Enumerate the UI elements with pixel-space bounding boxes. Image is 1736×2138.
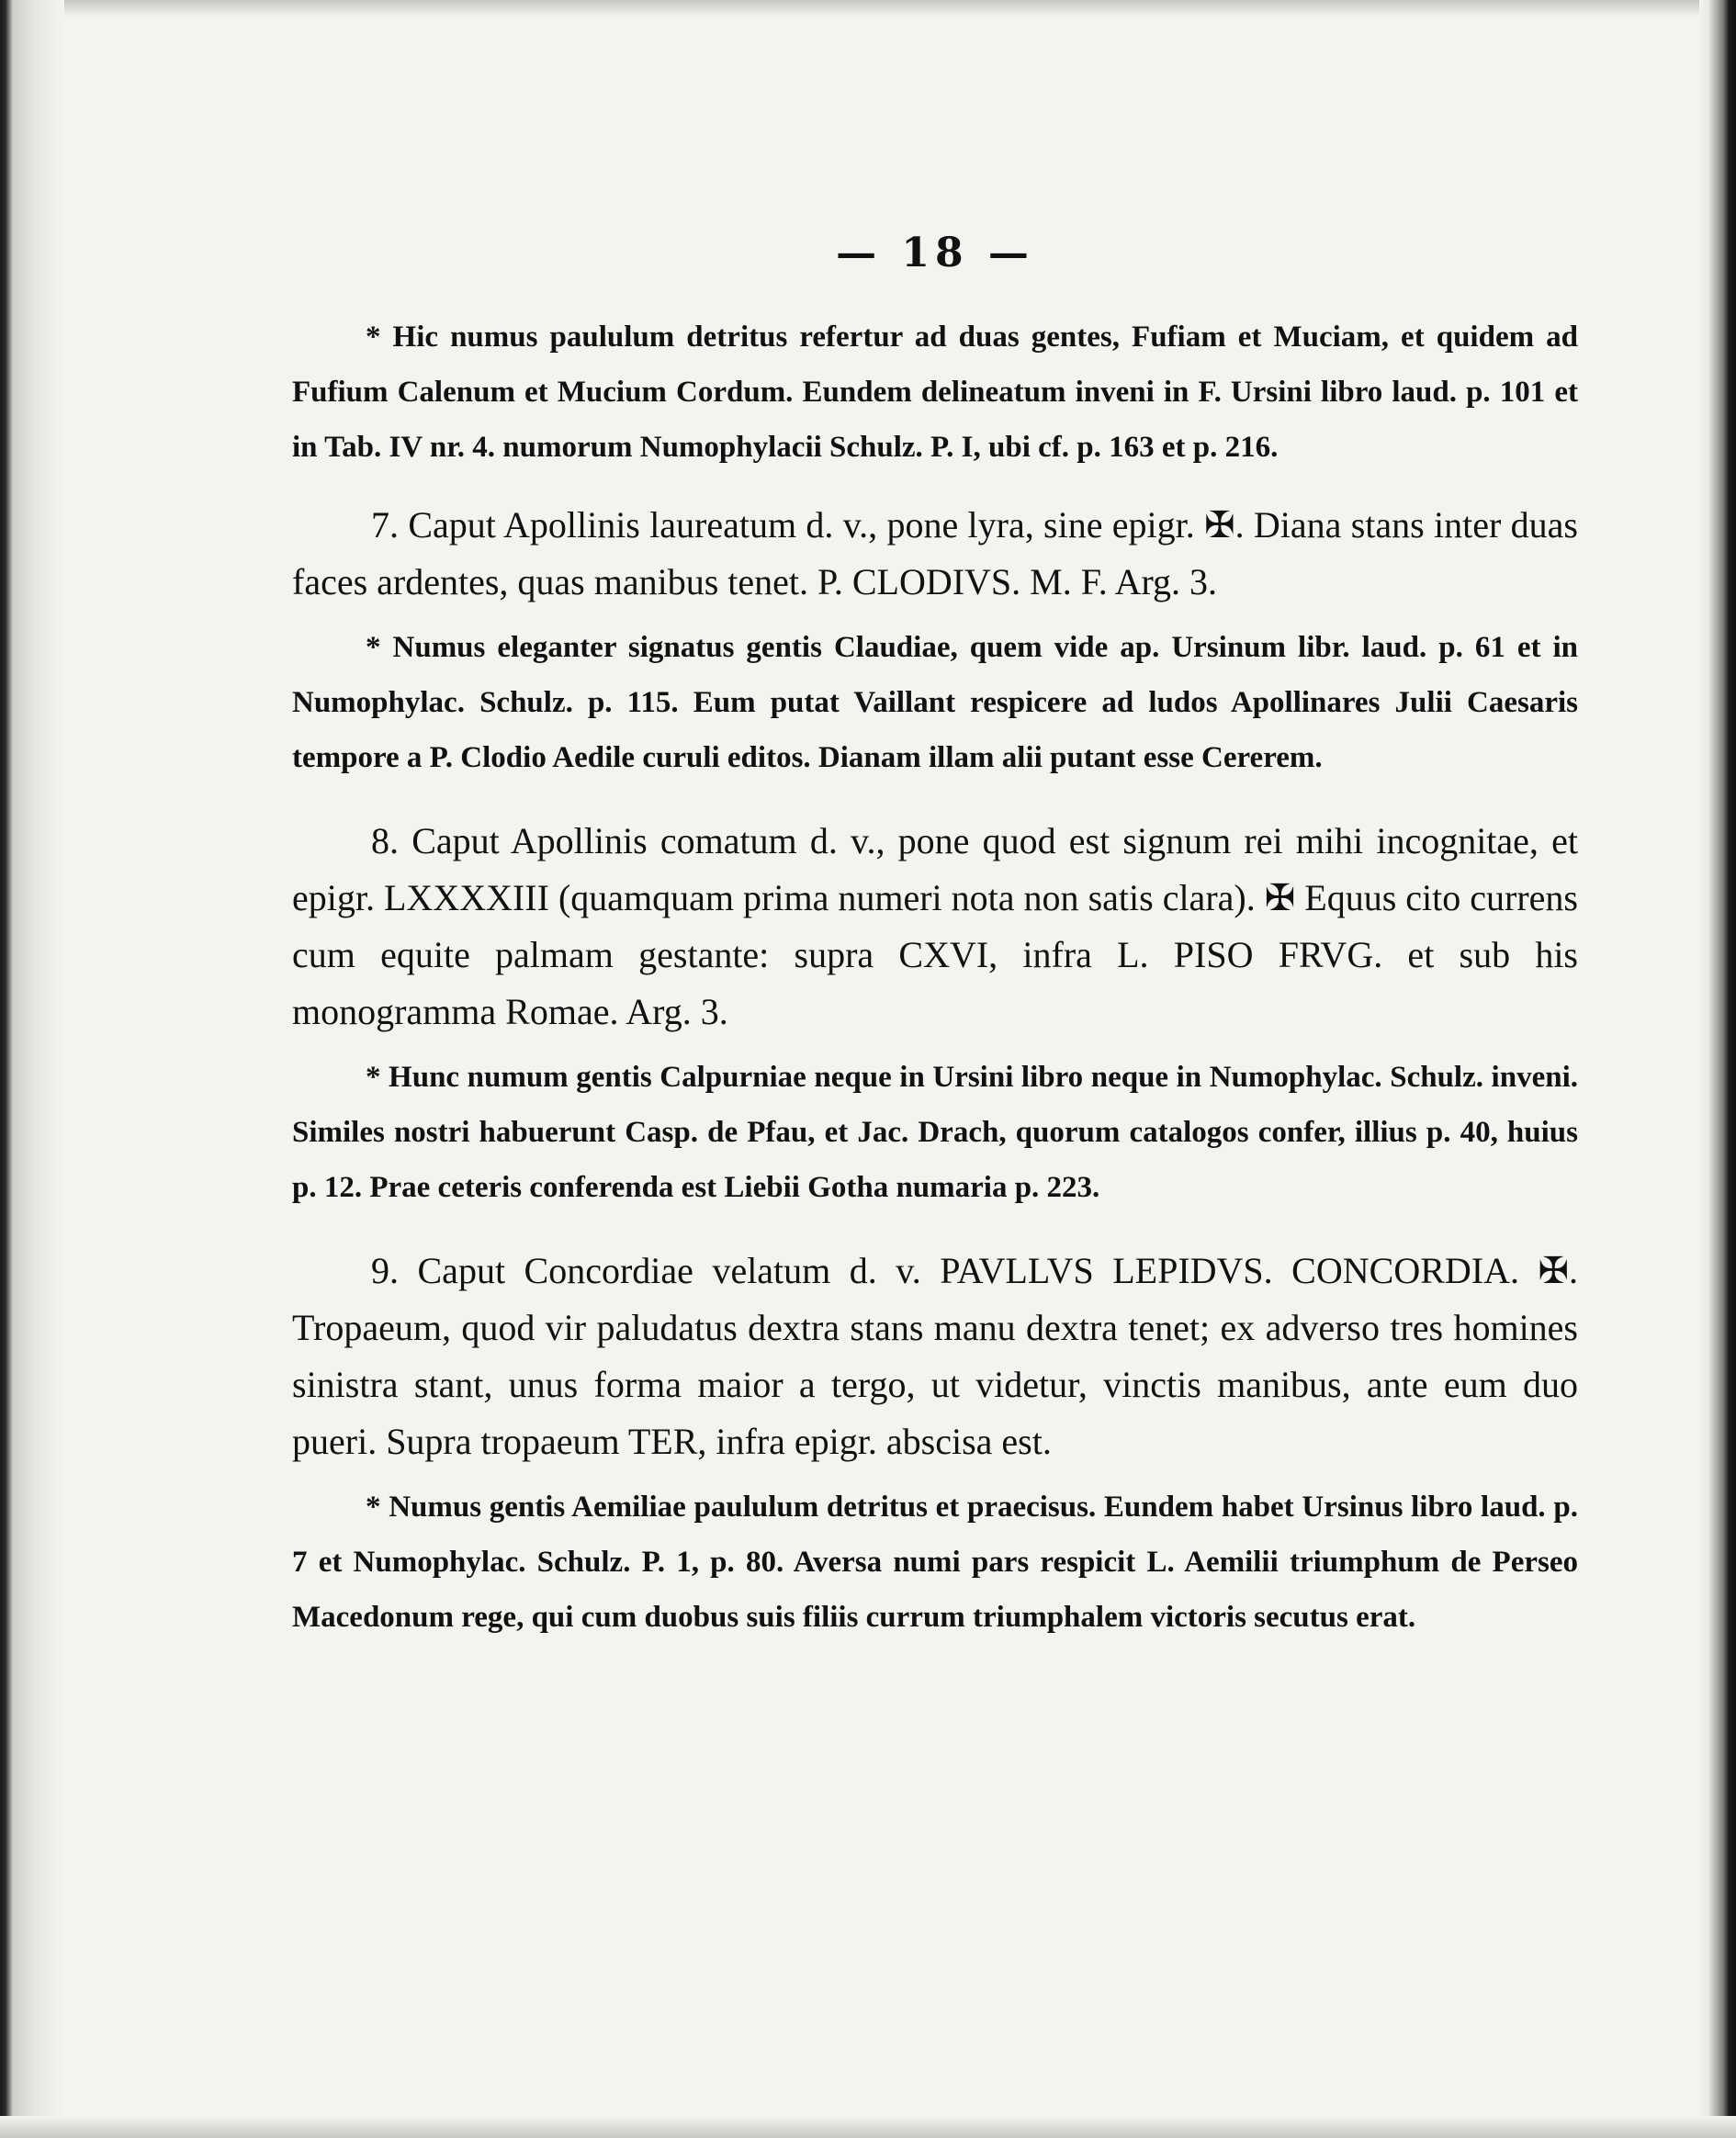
footnote-claudia: * Numus eleganter signatus gentis Claudiae, quem vide ap. Ursinum libr. laud. p. 61 et in Numophylac. Schulz. p. 115. Eum putat Vaillant respicere ad ludos Apollinares Julii Caesaris tempore a P. Clodio Aedile curuli editos. Dianam illam alii putant esse Cererem.	[292, 631, 1578, 774]
footnote-aemilia: * Numus gentis Aemiliae paululum detritus et praecisus. Eundem habet Ursinus libro laud. p. 7 et Numophylac. Schulz. P. 1, p. 80. Aversa numi pars respicit L. Aemilii triumphum de Perseo Macedonum rege, qui cum duobus suis filiis currum triumphalem victoris secutus erat.	[292, 1491, 1578, 1634]
footnote-calpurnia: * Hunc numum gentis Calpurniae neque in Ursini libro neque in Numophylac. Schulz. inveni. Similes nostri habuerunt Casp. de Pfau, et Jac. Drach, quorum catalogos confer, illius p. 40, huius p. 12. Prae ceteris conferenda est Liebii Gotha numaria p. 223.	[292, 1061, 1578, 1204]
scan-top-edge	[0, 0, 1736, 17]
entry-9: 9. Caput Concordiae velatum d. v. PAVLLVS LEPIDVS. CONCORDIA. ✠. Tropaeum, quod vir paludatus dextra stans manu dextra tenet; ex adverso tres homines sinistra stant, unus forma maior a tergo, ut videtur, vinctis manibus, ante eum duo pueri. Supra tropaeum TER, infra epigr. abscisa est.	[292, 1250, 1578, 1462]
entry-7: 7. Caput Apollinis laureatum d. v., pone lyra, sine epigr. ✠. Diana stans inter duas faces ardentes, quas manibus tenet. P. CLODIVS. M. F. Arg. 3.	[292, 504, 1578, 602]
scan-left-edge	[0, 0, 64, 2138]
entry-8: 8. Caput Apollinis comatum d. v., pone quod est signum rei mihi incognitae, et epigr. LXXXXIII (quamquam prima numeri nota non satis clara). ✠ Equus cito currens cum equite palmam gestante: supra CXVI, infra L. PISO FRVG. et sub his monogramma Romae. Arg. 3.	[292, 820, 1578, 1032]
page-number: — 18 —	[836, 230, 1034, 276]
book-page	[292, 230, 1578, 1645]
footnote-fufia-mucia: * Hic numus paululum detritus refertur ad duas gentes, Fufiam et Muciam, et quidem ad Fufium Calenum et Mucium Cordum. Eundem delineatum inveni in F. Ursini libro laud. p. 101 et in Tab. IV nr. 4. numorum Numophylacii Schulz. P. I, ubi cf. p. 163 et p. 216.	[292, 321, 1578, 464]
scan-bottom-edge	[0, 2116, 1736, 2138]
scan-right-edge	[1699, 0, 1736, 2138]
